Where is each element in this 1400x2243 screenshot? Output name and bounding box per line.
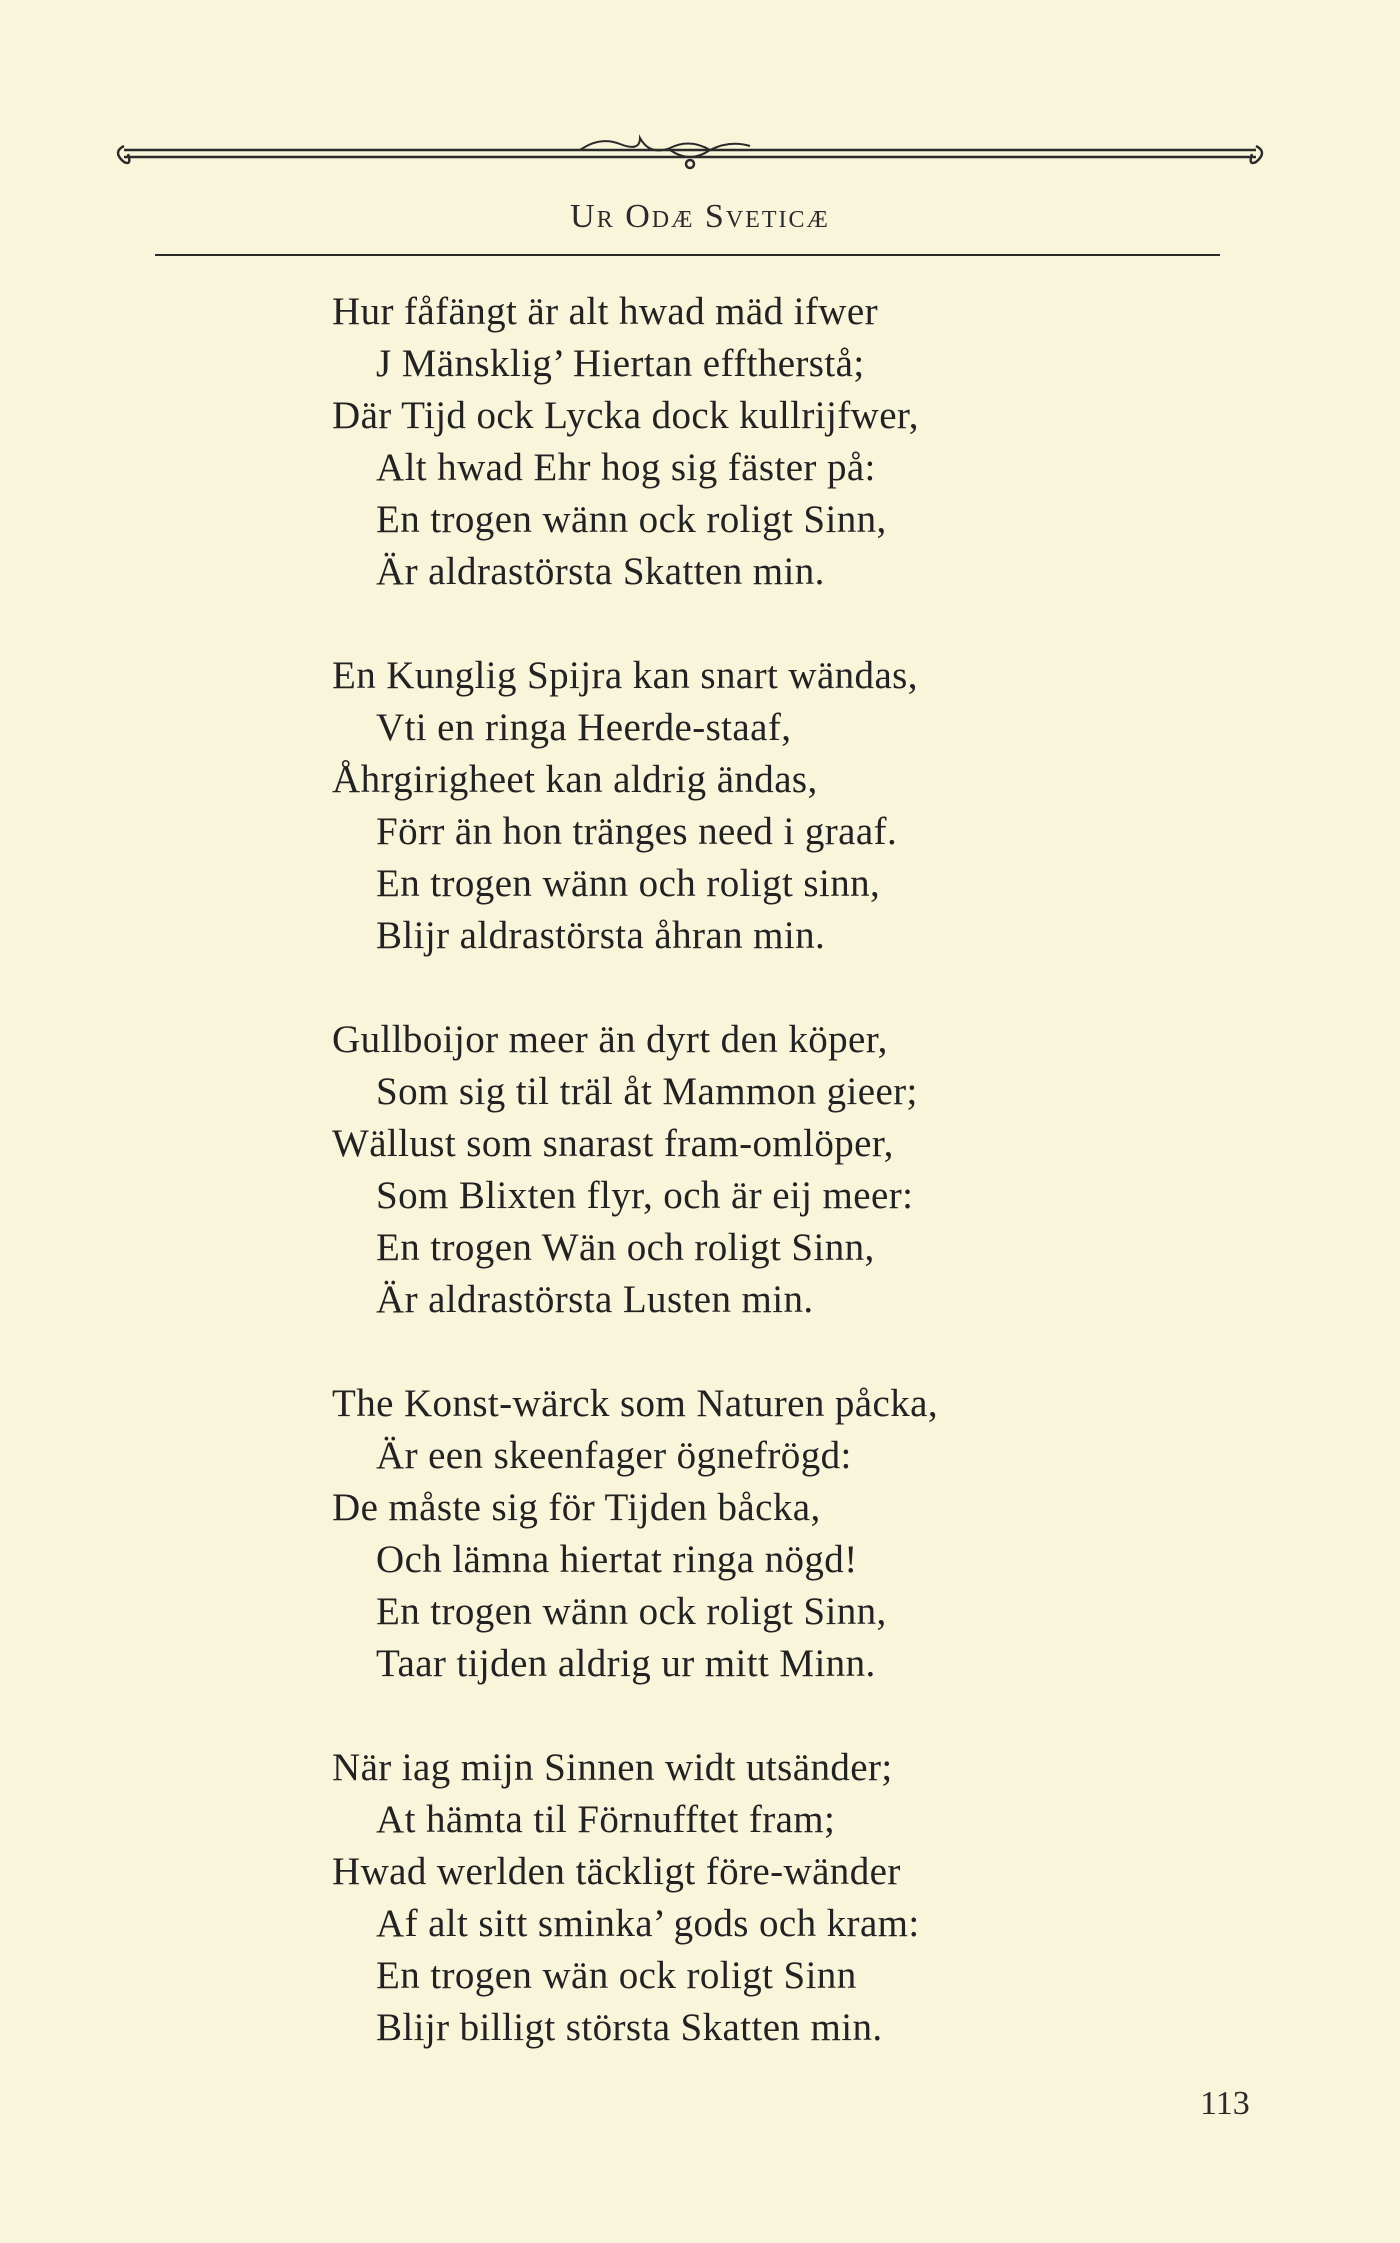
poem-line: Är aldrastörsta Skatten min. <box>376 550 825 593</box>
poem-line: En trogen wän ock roligt Sinn <box>376 1954 857 1997</box>
poem-line: Är een skeenfager ögnefrögd: <box>376 1434 852 1477</box>
poem-line: Är aldrastörsta Lusten min. <box>376 1278 814 1321</box>
stanza <box>332 1378 1232 1690</box>
poem-line: Som Blixten flyr, och är eij meer: <box>376 1174 914 1217</box>
stanza <box>332 650 1232 962</box>
poem-line: Åhrgirigheet kan aldrig ändas, <box>332 758 818 801</box>
poem-line: Wällust som snarast fram-omlöper, <box>332 1122 894 1165</box>
poem-line: En trogen wänn ock roligt Sinn, <box>376 1590 887 1633</box>
poem-line: Förr än hon tränges need i graaf. <box>376 810 898 853</box>
poem-line: Hur fåfängt är alt hwad mäd ifwer <box>332 290 878 333</box>
poem-line: The Konst-wärck som Naturen påcka, <box>332 1382 938 1425</box>
poem-line: J Mänsklig’ Hiertan efftherstå; <box>376 342 865 385</box>
poem-line: En trogen wänn ock roligt Sinn, <box>376 498 887 541</box>
poem-line: Blijr aldrastörsta åhran min. <box>376 914 826 957</box>
poem-line: Taar tijden aldrig ur mitt Minn. <box>376 1642 876 1685</box>
stanza <box>332 286 1232 598</box>
poem-line: Gullboijor meer än dyrt den köper, <box>332 1018 888 1061</box>
stanza <box>332 1014 1232 1326</box>
poem <box>332 286 1232 2106</box>
poem-line: Alt hwad Ehr hog sig fäster på: <box>376 446 876 489</box>
stanza <box>332 1742 1232 2054</box>
poem-line: Blijr billigt största Skatten min. <box>376 2006 883 2049</box>
poem-line: Som sig til träl åt Mammon gieer; <box>376 1070 918 1113</box>
poem-line: Där Tijd ock Lycka dock kullrijfwer, <box>332 394 919 437</box>
header-ornament-icon <box>110 130 1270 180</box>
running-header: Ur Odæ Sveticæ <box>570 198 830 235</box>
poem-line: En trogen wänn och roligt sinn, <box>376 862 881 905</box>
poem-line: Hwad werlden täckligt före-wänder <box>332 1850 901 1893</box>
poem-line: De måste sig för Tijden båcka, <box>332 1486 821 1529</box>
poem-line: Vti en ringa Heerde-staaf, <box>376 706 792 749</box>
page-number: 113 <box>1200 2085 1250 2122</box>
poem-line: Och lämna hiertat ringa nögd! <box>376 1538 858 1581</box>
header-rule <box>155 254 1220 256</box>
poem-line: En Kunglig Spijra kan snart wändas, <box>332 654 918 697</box>
poem-line: En trogen Wän och roligt Sinn, <box>376 1226 875 1269</box>
poem-line: Af alt sitt sminka’ gods och kram: <box>376 1902 920 1945</box>
poem-line: När iag mijn Sinnen widt utsänder; <box>332 1746 893 1789</box>
poem-line: At hämta til Förnufftet fram; <box>376 1798 836 1841</box>
